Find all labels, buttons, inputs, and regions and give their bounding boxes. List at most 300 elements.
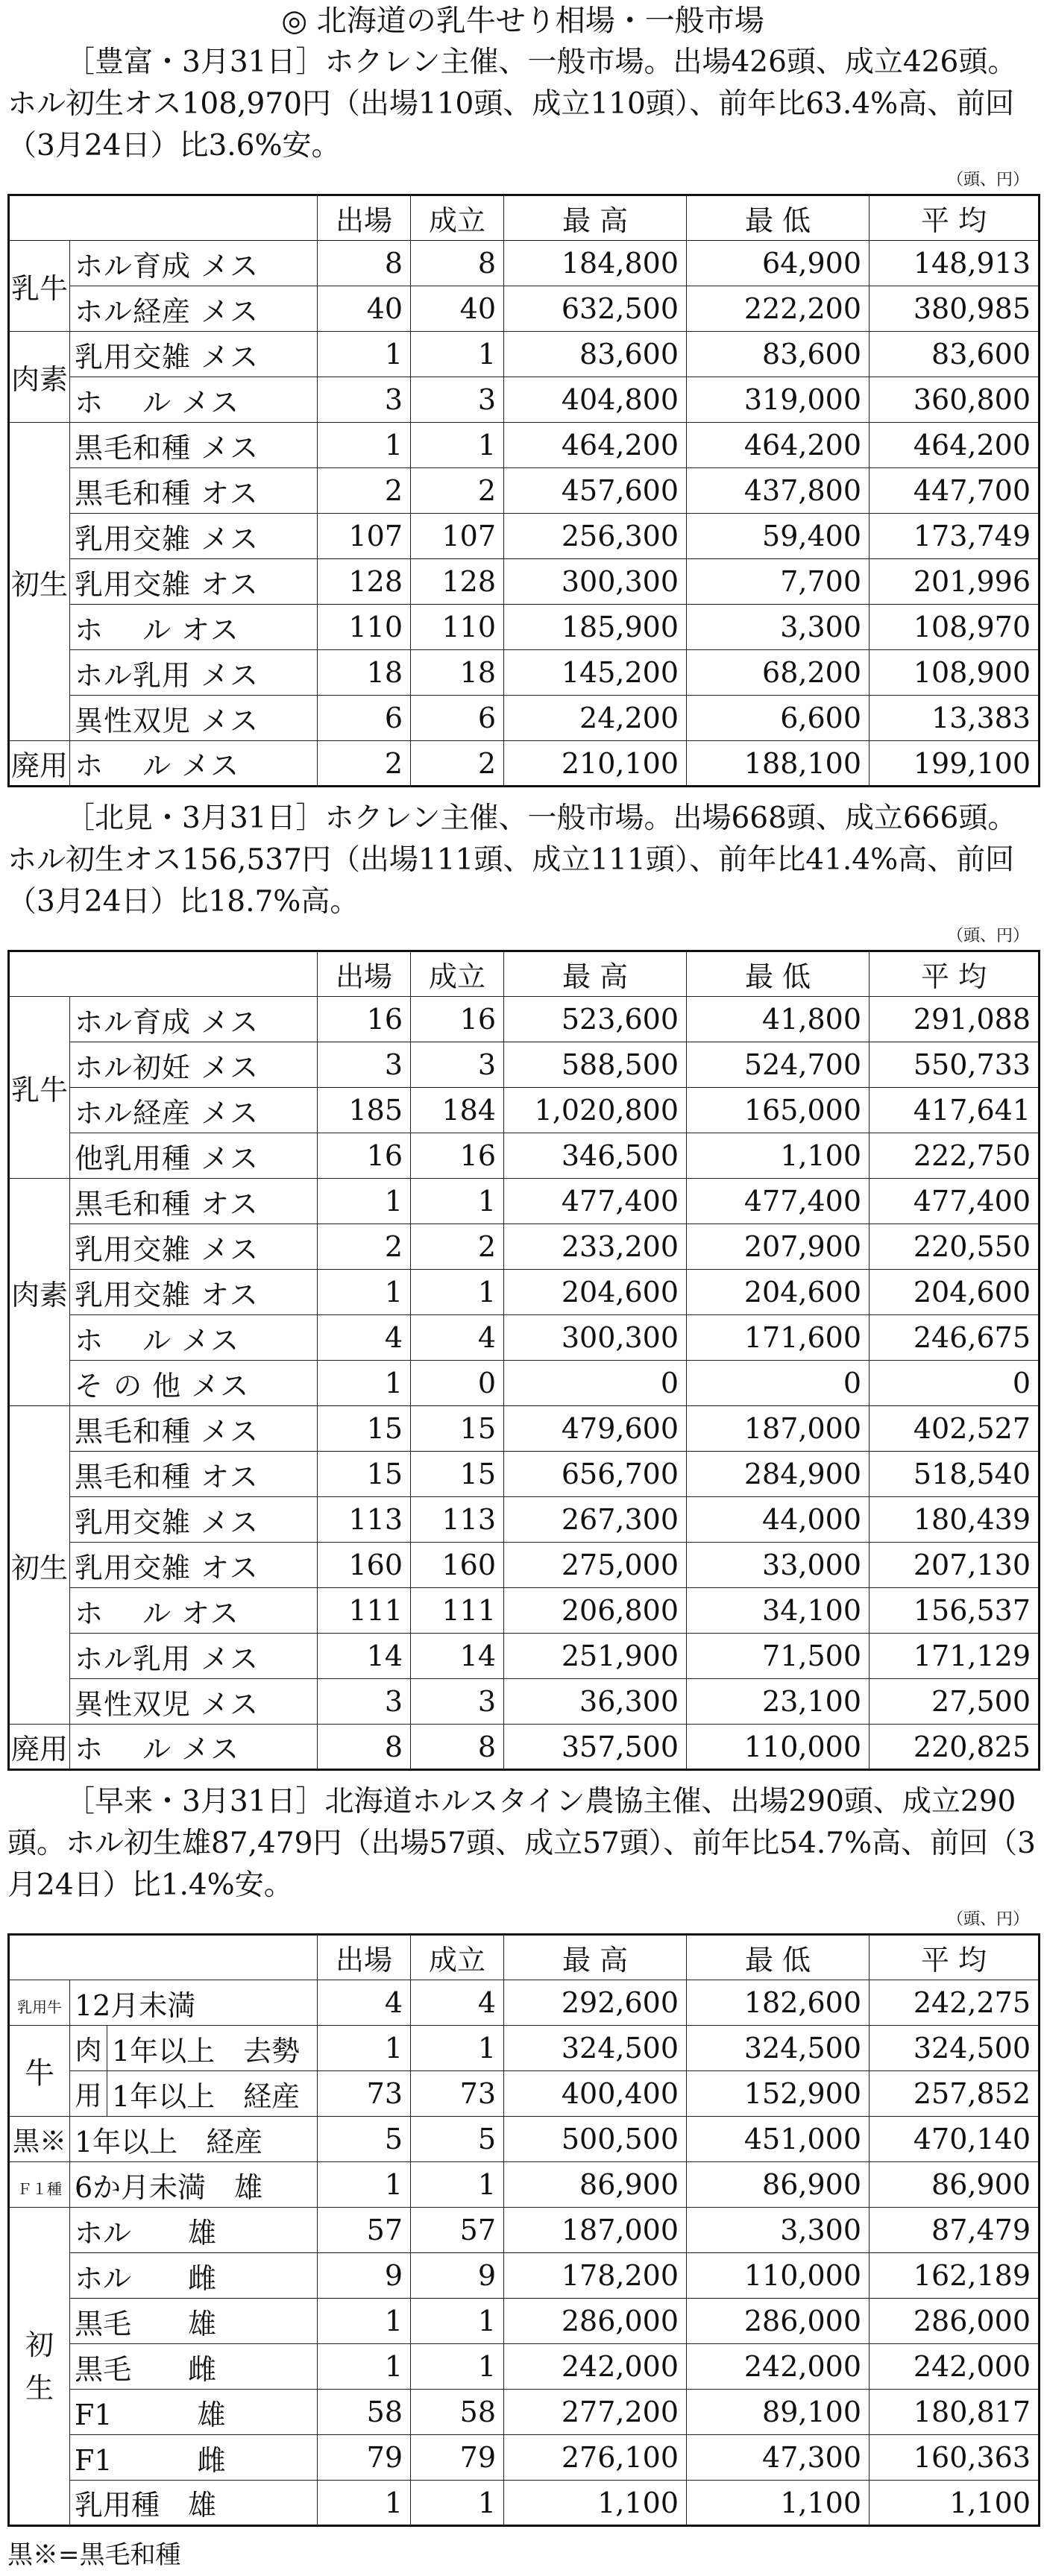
- table-header-row: [9, 195, 1040, 241]
- table-row: [9, 741, 1040, 787]
- cell-avg: 402,527: [870, 1406, 1040, 1452]
- cell-avg: 156,537: [870, 1588, 1040, 1634]
- kind-cell: ホル 雌: [70, 2253, 318, 2299]
- cell-seiritsu: 4: [411, 1315, 504, 1361]
- header-blank: [9, 951, 318, 997]
- cell-shutsujo: 73: [318, 2071, 411, 2117]
- cell-avg: 199,100: [870, 741, 1040, 787]
- table-row: [9, 1224, 1040, 1270]
- cell-seiritsu: 15: [411, 1452, 504, 1497]
- cell-min: 319,000: [687, 377, 870, 423]
- cell-shutsujo: 1: [318, 423, 411, 468]
- cell-shutsujo: 1: [318, 2481, 411, 2526]
- kind-cell: 黒毛和種 メス: [70, 423, 318, 468]
- kind-cell: 6か月未満 雄: [70, 2162, 318, 2208]
- cell-shutsujo: 4: [318, 1980, 411, 2026]
- kind-cell: 異性双児 メス: [70, 1679, 318, 1725]
- cell-avg: 470,140: [870, 2117, 1040, 2162]
- cell-seiritsu: 1: [411, 2026, 504, 2071]
- cell-max: 233,200: [504, 1224, 687, 1270]
- cell-shutsujo: 107: [318, 514, 411, 559]
- cell-min: 437,800: [687, 468, 870, 514]
- cell-max: 277,200: [504, 2390, 687, 2435]
- cell-seiritsu: 1: [411, 1270, 504, 1315]
- cell-avg: 160,363: [870, 2435, 1040, 2481]
- table-row: [9, 997, 1040, 1042]
- cell-max: 1,100: [504, 2481, 687, 2526]
- cell-max: 400,400: [504, 2071, 687, 2117]
- kind-cell: ホ ル オス: [70, 1588, 318, 1634]
- cell-min: 1,100: [687, 1133, 870, 1179]
- kind-cell: ホル経産 メス: [70, 286, 318, 332]
- cell-max: 324,500: [504, 2026, 687, 2071]
- cell-shutsujo: 113: [318, 1497, 411, 1543]
- table-row: [9, 1588, 1040, 1634]
- kind-cell: 乳用交雑 オス: [70, 559, 318, 605]
- cell-avg: 171,129: [870, 1634, 1040, 1679]
- cell-seiritsu: 40: [411, 286, 504, 332]
- cell-max: 477,400: [504, 1179, 687, 1224]
- kind-cell: 乳用交雑 メス: [70, 514, 318, 559]
- cell-seiritsu: 1: [411, 423, 504, 468]
- table-row: [9, 1361, 1040, 1406]
- cell-seiritsu: 8: [411, 241, 504, 286]
- cell-avg: 222,750: [870, 1133, 1040, 1179]
- table-row: [9, 286, 1040, 332]
- group-label-niku: 肉: [70, 2026, 107, 2071]
- cell-max: 276,100: [504, 2435, 687, 2481]
- cell-min: 451,000: [687, 2117, 870, 2162]
- table-row: [9, 377, 1040, 423]
- page-title: ◎ 北海道の乳牛せり相場・一般市場: [281, 4, 764, 38]
- cell-shutsujo: 40: [318, 286, 411, 332]
- table-row: [9, 2435, 1040, 2481]
- cell-shutsujo: 2: [318, 741, 411, 787]
- table-row: [9, 1315, 1040, 1361]
- cell-shutsujo: 110: [318, 605, 411, 650]
- kind-cell: 黒毛和種 オス: [70, 468, 318, 514]
- cell-max: 1,020,800: [504, 1088, 687, 1133]
- cell-min: 59,400: [687, 514, 870, 559]
- cell-min: 171,600: [687, 1315, 870, 1361]
- cell-seiritsu: 1: [411, 2162, 504, 2208]
- group-label: 初生: [9, 1406, 70, 1725]
- cell-seiritsu: 4: [411, 1980, 504, 2026]
- cell-avg: 27,500: [870, 1679, 1040, 1725]
- cell-shutsujo: 3: [318, 1679, 411, 1725]
- cell-max: 204,600: [504, 1270, 687, 1315]
- table-row: [9, 332, 1040, 377]
- cell-shutsujo: 2: [318, 468, 411, 514]
- cell-min: 110,000: [687, 2253, 870, 2299]
- group-label: 肉素: [9, 332, 70, 423]
- table-row: [9, 2390, 1040, 2435]
- cell-max: 464,200: [504, 423, 687, 468]
- table-row: [9, 1406, 1040, 1452]
- cell-avg: 242,275: [870, 1980, 1040, 2026]
- kind-cell: 乳用交雑 メス: [70, 332, 318, 377]
- table-row: [9, 1042, 1040, 1088]
- col-header-avg: 平 均: [870, 195, 1040, 241]
- cell-shutsujo: 5: [318, 2117, 411, 2162]
- kind-cell: ホル 雄: [70, 2208, 318, 2253]
- cell-max: 523,600: [504, 997, 687, 1042]
- cell-seiritsu: 1: [411, 2344, 504, 2390]
- cell-min: 188,100: [687, 741, 870, 787]
- kind-cell: 黒毛和種 オス: [70, 1452, 318, 1497]
- cell-seiritsu: 2: [411, 741, 504, 787]
- cell-min: 71,500: [687, 1634, 870, 1679]
- col-header-seiritsu: 成立: [411, 1935, 504, 1980]
- cell-min: 41,800: [687, 997, 870, 1042]
- cell-shutsujo: 16: [318, 1133, 411, 1179]
- price-table-hayakita: [7, 1933, 1040, 2527]
- kind-cell: 12月未満: [70, 1980, 318, 2026]
- cell-min: 68,200: [687, 650, 870, 696]
- table-row: [9, 1133, 1040, 1179]
- kind-cell: F1 雄: [70, 2390, 318, 2435]
- cell-shutsujo: 57: [318, 2208, 411, 2253]
- cell-max: 404,800: [504, 377, 687, 423]
- table-row: [9, 1679, 1040, 1725]
- unit-note: （頭、円）: [946, 171, 1029, 189]
- cell-shutsujo: 1: [318, 2299, 411, 2344]
- cell-max: 187,000: [504, 2208, 687, 2253]
- col-header-seiritsu: 成立: [411, 195, 504, 241]
- cell-seiritsu: 2: [411, 468, 504, 514]
- cell-avg: 13,383: [870, 696, 1040, 741]
- kind-cell: ホ ル メス: [70, 377, 318, 423]
- cell-max: 184,800: [504, 241, 687, 286]
- cell-shutsujo: 14: [318, 1634, 411, 1679]
- table-row: [9, 1270, 1040, 1315]
- cell-seiritsu: 111: [411, 1588, 504, 1634]
- kind-cell: ホル育成 メス: [70, 997, 318, 1042]
- col-header-shutsujo: 出場: [318, 951, 411, 997]
- kind-cell: ホ ル オス: [70, 605, 318, 650]
- cell-min: 204,600: [687, 1270, 870, 1315]
- cell-avg: 201,996: [870, 559, 1040, 605]
- cell-seiritsu: 14: [411, 1634, 504, 1679]
- cell-seiritsu: 79: [411, 2435, 504, 2481]
- cell-max: 457,600: [504, 468, 687, 514]
- kind-cell: 黒毛和種 オス: [70, 1179, 318, 1224]
- cell-min: 3,300: [687, 2208, 870, 2253]
- col-header-avg: 平 均: [870, 1935, 1040, 1980]
- table-row: [9, 1179, 1040, 1224]
- group-label-gyu: 牛: [9, 2026, 70, 2117]
- cell-avg: 180,817: [870, 2390, 1040, 2435]
- table-row: [9, 696, 1040, 741]
- table-row: [9, 2026, 1040, 2071]
- kind-cell: 黒毛 雌: [70, 2344, 318, 2390]
- cell-max: 275,000: [504, 1543, 687, 1588]
- cell-shutsujo: 15: [318, 1452, 411, 1497]
- kind-cell: ホル初妊 メス: [70, 1042, 318, 1088]
- cell-max: 83,600: [504, 332, 687, 377]
- kind-cell: ホ ル メス: [70, 1725, 318, 1770]
- table-header-row: [9, 1935, 1040, 1980]
- cell-seiritsu: 110: [411, 605, 504, 650]
- cell-shutsujo: 3: [318, 377, 411, 423]
- cell-avg: 0: [870, 1361, 1040, 1406]
- kind-cell: 黒毛和種 メス: [70, 1406, 318, 1452]
- table-row: [9, 559, 1040, 605]
- group-label: 初生: [9, 423, 70, 741]
- table-row: [9, 2162, 1040, 2208]
- section-intro-hayakita: ［早来・3月31日］北海道ホルスタイン農協主催、出場290頭、成立290頭。ホル初生雄87,479円（出場57頭、成立57頭）、前年比54.7%高、前回（3月24日）比1.4%安。: [7, 1785, 1036, 1902]
- cell-max: 286,000: [504, 2299, 687, 2344]
- cell-shutsujo: 2: [318, 1224, 411, 1270]
- cell-min: 1,100: [687, 2481, 870, 2526]
- col-header-min: 最 低: [687, 195, 870, 241]
- section-intro-kitami: ［北見・3月31日］ホクレン主催、一般市場。出場668頭、成立666頭。ホル初生オス156,537円（出場111頭、成立111頭）、前年比41.4%高、前回（3月24日）比18.7%高。: [7, 802, 1017, 919]
- kind-cell: 乳用交雑 メス: [70, 1224, 318, 1270]
- table-row: [9, 1980, 1040, 2026]
- group-label: 肉素: [9, 1179, 70, 1406]
- col-header-max: 最 高: [504, 1935, 687, 1980]
- cell-seiritsu: 1: [411, 332, 504, 377]
- cell-seiritsu: 73: [411, 2071, 504, 2117]
- cell-seiritsu: 5: [411, 2117, 504, 2162]
- cell-avg: 162,189: [870, 2253, 1040, 2299]
- cell-avg: 360,800: [870, 377, 1040, 423]
- cell-shutsujo: 1: [318, 332, 411, 377]
- cell-seiritsu: 16: [411, 997, 504, 1042]
- kind-cell: 1年以上 去勢: [107, 2026, 318, 2071]
- cell-shutsujo: 8: [318, 1725, 411, 1770]
- cell-avg: 464,200: [870, 423, 1040, 468]
- kind-cell: そ の 他 メス: [70, 1361, 318, 1406]
- cell-shutsujo: 111: [318, 1588, 411, 1634]
- cell-shutsujo: 1: [318, 2162, 411, 2208]
- col-header-min: 最 低: [687, 951, 870, 997]
- kind-cell: ホル乳用 メス: [70, 650, 318, 696]
- cell-seiritsu: 1: [411, 1179, 504, 1224]
- cell-min: 242,000: [687, 2344, 870, 2390]
- cell-shutsujo: 8: [318, 241, 411, 286]
- cell-shutsujo: 18: [318, 650, 411, 696]
- cell-min: 83,600: [687, 332, 870, 377]
- cell-max: 300,300: [504, 1315, 687, 1361]
- cell-min: 3,300: [687, 605, 870, 650]
- cell-shutsujo: 79: [318, 2435, 411, 2481]
- cell-min: 23,100: [687, 1679, 870, 1725]
- cell-avg: 246,675: [870, 1315, 1040, 1361]
- table-row: [9, 1543, 1040, 1588]
- kind-cell: 乳用交雑 オス: [70, 1270, 318, 1315]
- unit-note: （頭、円）: [946, 1910, 1029, 1929]
- cell-max: 267,300: [504, 1497, 687, 1543]
- cell-seiritsu: 2: [411, 1224, 504, 1270]
- cell-shutsujo: 15: [318, 1406, 411, 1452]
- cell-seiritsu: 1: [411, 2481, 504, 2526]
- cell-seiritsu: 9: [411, 2253, 504, 2299]
- cell-shutsujo: 185: [318, 1088, 411, 1133]
- cell-avg: 220,825: [870, 1725, 1040, 1770]
- cell-avg: 204,600: [870, 1270, 1040, 1315]
- cell-avg: 380,985: [870, 286, 1040, 332]
- kind-cell: ホル経産 メス: [70, 1088, 318, 1133]
- cell-shutsujo: 9: [318, 2253, 411, 2299]
- cell-min: 464,200: [687, 423, 870, 468]
- kind-cell: 異性双児 メス: [70, 696, 318, 741]
- cell-avg: 1,100: [870, 2481, 1040, 2526]
- table-row: [9, 2071, 1040, 2117]
- cell-max: 500,500: [504, 2117, 687, 2162]
- group-label: 乳牛: [9, 241, 70, 332]
- col-header-min: 最 低: [687, 1935, 870, 1980]
- cell-avg: 148,913: [870, 241, 1040, 286]
- cell-max: 185,900: [504, 605, 687, 650]
- cell-min: 477,400: [687, 1179, 870, 1224]
- cell-min: 187,000: [687, 1406, 870, 1452]
- cell-seiritsu: 16: [411, 1133, 504, 1179]
- col-header-max: 最 高: [504, 195, 687, 241]
- cell-min: 286,000: [687, 2299, 870, 2344]
- cell-seiritsu: 113: [411, 1497, 504, 1543]
- table-row: [9, 605, 1040, 650]
- section-intro-toyotomi: ［豊富・3月31日］ホクレン主催、一般市場。出場426頭、成立426頭。ホル初生オス108,970円（出場110頭、成立110頭）、前年比63.4%高、前回（3月24日）比3.6%安。: [7, 45, 1017, 163]
- kind-cell: 他乳用種 メス: [70, 1133, 318, 1179]
- cell-max: 292,600: [504, 1980, 687, 2026]
- group-label: 乳牛: [9, 997, 70, 1179]
- table-row: [9, 1088, 1040, 1133]
- col-header-avg: 平 均: [870, 951, 1040, 997]
- table-row: [9, 2208, 1040, 2253]
- footnote: 黒※=黒毛和種: [7, 2540, 181, 2570]
- cell-avg: 286,000: [870, 2299, 1040, 2344]
- cell-shutsujo: 16: [318, 997, 411, 1042]
- cell-avg: 242,000: [870, 2344, 1040, 2390]
- table-row: [9, 423, 1040, 468]
- cell-max: 24,200: [504, 696, 687, 741]
- cell-min: 182,600: [687, 1980, 870, 2026]
- cell-seiritsu: 107: [411, 514, 504, 559]
- kind-cell: ホ ル メス: [70, 741, 318, 787]
- cell-avg: 550,733: [870, 1042, 1040, 1088]
- cell-max: 145,200: [504, 650, 687, 696]
- header-blank: [9, 195, 318, 241]
- group-label-yo: 用: [70, 2071, 107, 2117]
- cell-shutsujo: 6: [318, 696, 411, 741]
- cell-avg: 477,400: [870, 1179, 1040, 1224]
- table-header-row: [9, 951, 1040, 997]
- cell-avg: 180,439: [870, 1497, 1040, 1543]
- table-row: [9, 650, 1040, 696]
- cell-max: 479,600: [504, 1406, 687, 1452]
- table-row: [9, 2344, 1040, 2390]
- cell-seiritsu: 184: [411, 1088, 504, 1133]
- cell-shutsujo: 4: [318, 1315, 411, 1361]
- cell-seiritsu: 58: [411, 2390, 504, 2435]
- kind-cell: F1 雌: [70, 2435, 318, 2481]
- cell-shutsujo: 128: [318, 559, 411, 605]
- cell-max: 656,700: [504, 1452, 687, 1497]
- cell-shutsujo: 1: [318, 1361, 411, 1406]
- col-header-shutsujo: 出場: [318, 1935, 411, 1980]
- cell-seiritsu: 3: [411, 377, 504, 423]
- cell-avg: 291,088: [870, 997, 1040, 1042]
- group-label-shosei: 初 生: [9, 2208, 70, 2526]
- cell-min: 47,300: [687, 2435, 870, 2481]
- cell-shutsujo: 160: [318, 1543, 411, 1588]
- cell-seiritsu: 128: [411, 559, 504, 605]
- cell-shutsujo: 1: [318, 2344, 411, 2390]
- cell-min: 6,600: [687, 696, 870, 741]
- cell-min: 86,900: [687, 2162, 870, 2208]
- cell-avg: 86,900: [870, 2162, 1040, 2208]
- table-row: [9, 241, 1040, 286]
- cell-min: 110,000: [687, 1725, 870, 1770]
- cell-shutsujo: 58: [318, 2390, 411, 2435]
- kind-cell: ホル乳用 メス: [70, 1634, 318, 1679]
- cell-max: 588,500: [504, 1042, 687, 1088]
- group-label-kuro: 黒※: [9, 2117, 70, 2162]
- cell-avg: 173,749: [870, 514, 1040, 559]
- table-row: [9, 1497, 1040, 1543]
- cell-seiritsu: 8: [411, 1725, 504, 1770]
- group-label: 廃用: [9, 741, 70, 787]
- cell-max: 0: [504, 1361, 687, 1406]
- cell-shutsujo: 3: [318, 1042, 411, 1088]
- cell-min: 284,900: [687, 1452, 870, 1497]
- col-header-shutsujo: 出場: [318, 195, 411, 241]
- cell-seiritsu: 3: [411, 1042, 504, 1088]
- cell-max: 210,100: [504, 741, 687, 787]
- table-row: [9, 1634, 1040, 1679]
- cell-avg: 87,479: [870, 2208, 1040, 2253]
- cell-avg: 257,852: [870, 2071, 1040, 2117]
- cell-max: 300,300: [504, 559, 687, 605]
- cell-min: 34,100: [687, 1588, 870, 1634]
- cell-max: 256,300: [504, 514, 687, 559]
- kind-cell: ホ ル メス: [70, 1315, 318, 1361]
- cell-seiritsu: 3: [411, 1679, 504, 1725]
- cell-min: 207,900: [687, 1224, 870, 1270]
- kind-cell: 乳用種 雄: [70, 2481, 318, 2526]
- cell-seiritsu: 15: [411, 1406, 504, 1452]
- cell-max: 206,800: [504, 1588, 687, 1634]
- table-row: [9, 2253, 1040, 2299]
- table-row: [9, 468, 1040, 514]
- cell-min: 152,900: [687, 2071, 870, 2117]
- table-row: [9, 1452, 1040, 1497]
- cell-max: 36,300: [504, 1679, 687, 1725]
- cell-avg: 447,700: [870, 468, 1040, 514]
- cell-min: 524,700: [687, 1042, 870, 1088]
- cell-min: 324,500: [687, 2026, 870, 2071]
- cell-avg: 518,540: [870, 1452, 1040, 1497]
- cell-shutsujo: 1: [318, 2026, 411, 2071]
- cell-avg: 220,550: [870, 1224, 1040, 1270]
- kind-cell: ホル育成 メス: [70, 241, 318, 286]
- cell-min: 44,000: [687, 1497, 870, 1543]
- kind-cell: 乳用交雑 オス: [70, 1543, 318, 1588]
- cell-avg: 108,900: [870, 650, 1040, 696]
- cell-seiritsu: 160: [411, 1543, 504, 1588]
- cell-avg: 108,970: [870, 605, 1040, 650]
- cell-seiritsu: 1: [411, 2299, 504, 2344]
- price-table-kitami: [7, 950, 1040, 1771]
- cell-avg: 417,641: [870, 1088, 1040, 1133]
- cell-min: 33,000: [687, 1543, 870, 1588]
- cell-min: 7,700: [687, 559, 870, 605]
- cell-avg: 324,500: [870, 2026, 1040, 2071]
- cell-min: 0: [687, 1361, 870, 1406]
- kind-cell: 1年以上 経産: [70, 2117, 318, 2162]
- cell-avg: 207,130: [870, 1543, 1040, 1588]
